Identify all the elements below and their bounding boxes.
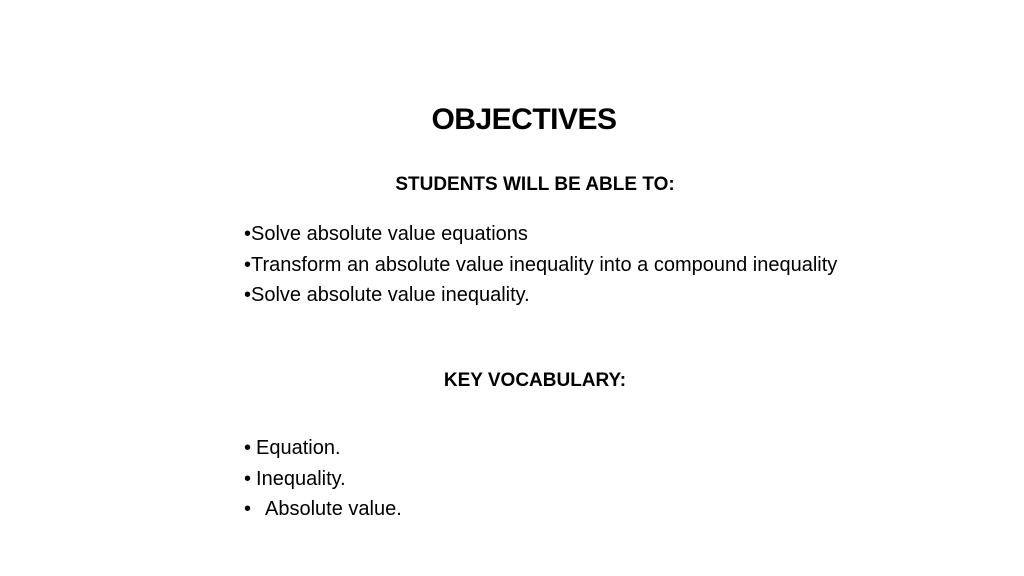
vocabulary-term: Inequality. — [256, 467, 346, 490]
bullet-icon: • — [244, 498, 252, 520]
list-item — [244, 433, 864, 464]
list-item — [244, 250, 864, 281]
bullet-icon: • — [244, 437, 252, 459]
slide-title: OBJECTIVES — [431, 103, 617, 136]
objective-text: Solve absolute value inequality. — [251, 284, 530, 306]
list-item — [244, 464, 864, 495]
objective-text: Transform an absolute value inequality into a compound inequality — [251, 253, 838, 276]
objective-text: Solve absolute value equations — [251, 223, 528, 245]
objectives-subheading: STUDENTS WILL BE ABLE TO: — [395, 174, 675, 195]
bullet-icon: • — [244, 284, 252, 306]
objectives-list — [244, 219, 864, 311]
bullet-icon: • — [244, 253, 252, 276]
bullet-icon: • — [244, 467, 252, 490]
list-item — [244, 494, 864, 525]
list-item — [244, 280, 864, 311]
bullet-icon: • — [244, 223, 252, 245]
vocabulary-term: Absolute value. — [265, 498, 402, 520]
vocabulary-subheading: KEY VOCABULARY: — [443, 370, 627, 391]
list-item — [244, 219, 864, 250]
vocabulary-list — [244, 433, 864, 525]
vocabulary-term: Equation. — [256, 437, 341, 459]
